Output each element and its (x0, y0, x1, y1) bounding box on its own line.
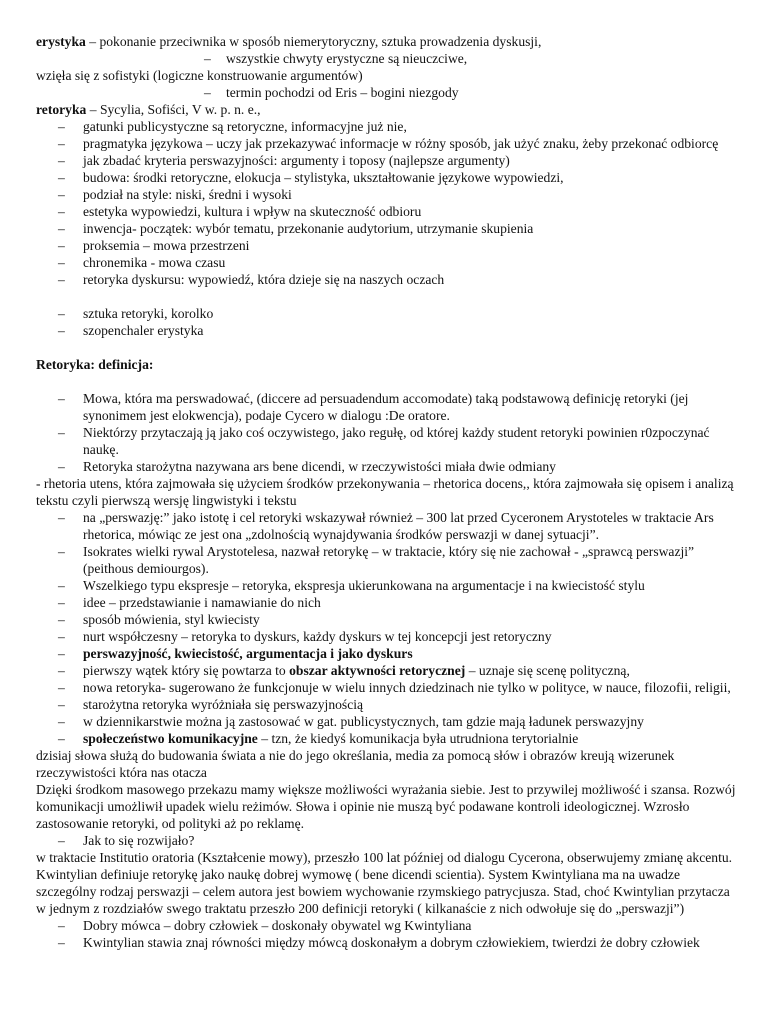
line-text: Dzięki środkom masowego przekazu mamy większe możliwości wyrażania siebie. Jest to przywilej możliwość i szansa. Rozwój komunikacji umożliwił upadek wielu reżimów. Słowa i opinie nie muszą być podawane kontroli ideologicznej. Wzrosło zastosowanie retoryki, od polityki aż po reklamę. (36, 782, 736, 831)
line-text: wszystkie chwyty erystyczne są nieuczciwe, (226, 51, 468, 66)
line-text: wzięła się z sofistyki (logiczne konstruowanie argumentów) (36, 68, 363, 83)
paragraph (36, 101, 736, 118)
line-text (83, 731, 578, 746)
line-text: termin pochodzi od Eris – bogini niezgody (226, 85, 459, 100)
bullet-dash: – (58, 425, 65, 440)
list-item (36, 509, 736, 543)
bold-text: obszar aktywności retorycznej (289, 663, 466, 678)
bullet-dash: – (58, 459, 65, 474)
text-run: – Sycylia, Sofiści, V w. p. n. e., (86, 102, 261, 117)
list-item (36, 679, 736, 696)
list-item (36, 220, 736, 237)
line-text: na „perswazję:” jako istotę i cel retoryki wskazywał również – 300 lat przed Cyceronem Arystoteles w traktacie Ars rhetorica, mówiąc ze jest ona „zdolnością wynajdywania środków perswazji w danej sytuacji”. (83, 510, 714, 542)
line-text: starożytna retoryka wyróżniała się perswazyjnością (83, 697, 364, 712)
line-text: nowa retoryka- sugerowano że funkcjonuje w wielu innych dziedzinach nie tylko w polityce, w nauce, filozofii, religii, (83, 680, 731, 695)
line-text: jak zbadać kryteria perswazyjności: argumenty i toposy (najlepsze argumenty) (83, 153, 510, 168)
list-item (36, 458, 736, 475)
list-item (36, 543, 736, 577)
paragraph (36, 849, 736, 917)
list-item (36, 322, 736, 339)
bullet-dash: – (58, 187, 65, 202)
line-text: nurt współczesny – retoryka to dyskurs, każdy dyskurs w tej koncepcji jest retoryczny (83, 629, 552, 644)
list-item (36, 424, 736, 458)
list-item (36, 645, 736, 662)
bullet-dash: – (58, 544, 65, 559)
line-text: - rhetoria utens, która zajmowała się użyciem środków przekonywania – rhetorica docens,, która zajmowała się opisem i analizą tekstu czyli pierwszą wersję lingwistyki i tekstu (36, 476, 734, 508)
bullet-dash: – (58, 918, 65, 933)
blank-line (36, 373, 736, 390)
list-item (36, 611, 736, 628)
list-item (36, 713, 736, 730)
line-text: inwencja- początek: wybór tematu, przekonanie audytorium, utrzymanie skupienia (83, 221, 534, 236)
paragraph (36, 781, 736, 832)
bullet-dash: – (58, 578, 65, 593)
line-text (36, 102, 261, 117)
line-text: proksemia – mowa przestrzeni (83, 238, 250, 253)
bullet-dash: – (58, 136, 65, 151)
list-item (36, 662, 736, 679)
line-text: dzisiaj słowa służą do budowania świata a nie do jego określania, media za pomocą słów i obrazów kreują wizerunek rzeczywistości która nas otacza (36, 748, 675, 780)
bullet-dash: – (58, 731, 65, 746)
line-text: pragmatyka językowa – uczy jak przekazywać informacje w różny sposób, jak użyć znaku, żeby przekonać odbiorcę (83, 136, 719, 151)
bold-text: Retoryka: definicja: (36, 357, 154, 372)
line-text: podział na style: niski, średni i wysoki (83, 187, 292, 202)
bold-text: perswazyjność, kwiecistość, argumentacja i jako dyskurs (83, 646, 413, 661)
list-item (36, 730, 736, 747)
list-item (36, 50, 736, 67)
line-text: Jak to się rozwijało? (83, 833, 195, 848)
bullet-dash: – (58, 119, 65, 134)
bullet-dash: – (58, 204, 65, 219)
bullet-dash: – (58, 221, 65, 236)
line-text: estetyka wypowiedzi, kultura i wpływ na skuteczność odbioru (83, 204, 422, 219)
bullet-dash: – (58, 170, 65, 185)
line-text: idee – przedstawianie i namawianie do nich (83, 595, 321, 610)
list-item (36, 390, 736, 424)
list-item (36, 169, 736, 186)
paragraph (36, 747, 736, 781)
bullet-dash: – (58, 935, 65, 950)
blank-line (36, 339, 736, 356)
bullet-dash: – (58, 391, 65, 406)
bullet-dash: – (58, 238, 65, 253)
line-text: Dobry mówca – dobry człowiek – doskonały obywatel wg Kwintyliana (83, 918, 472, 933)
bullet-dash: – (58, 153, 65, 168)
paragraph (36, 67, 736, 84)
list-item (36, 917, 736, 934)
line-text: w dziennikarstwie można ją zastosować w gat. publicystycznych, tam gdzie mają ładunek perswazyjny (83, 714, 644, 729)
bullet-dash: – (58, 323, 65, 338)
list-item (36, 118, 736, 135)
bold-text: retoryka (36, 102, 87, 117)
list-item (36, 594, 736, 611)
list-item (36, 237, 736, 254)
list-item (36, 934, 736, 951)
bullet-dash: – (58, 714, 65, 729)
bullet-dash: – (58, 680, 65, 695)
text-run: – pokonanie przeciwnika w sposób niemerytoryczny, sztuka prowadzenia dyskusji, (85, 34, 542, 49)
bullet-dash: – (204, 85, 211, 100)
blank-line (36, 288, 736, 305)
bullet-dash: – (58, 697, 65, 712)
bullet-dash: – (58, 272, 65, 287)
line-text: Kwintylian stawia znaj równości między mówcą doskonałym a dobrym człowiekiem, twierdzi że dobry człowiek (83, 935, 700, 950)
line-text: szopenchaler erystyka (83, 323, 204, 338)
line-text: sztuka retoryki, korolko (83, 306, 214, 321)
line-text: Retoryka starożytna nazywana ars bene dicendi, w rzeczywistości miała dwie odmiany (83, 459, 556, 474)
list-item (36, 271, 736, 288)
list-item (36, 84, 736, 101)
bullet-dash: – (204, 51, 211, 66)
list-item (36, 186, 736, 203)
line-text: w traktacie Institutio oratoria (Kształcenie mowy), przeszło 100 lat później od dialogu Cycerona, obserwujemy zmianę akcentu. Kwintylian definiuje retorykę jako naukę dobrej wymowę ( bene dicendi scientia). System Kwintyliana ma na uwadze szczególny rodzaj perswazji – celem autora jest bowiem wychowanie rzymskiego patrycjusza. Stad, choć Kwintylian przytacza w jednym z rozdziałów swego traktatu przeszło 200 definicji retoryki ( kilkanaście z nich odwołuje się do „perswazji”) (36, 850, 733, 916)
bold-text: społeczeństwo komunikacyjne (83, 731, 258, 746)
text-run: – uznaje się scenę polityczną, (465, 663, 630, 678)
list-item (36, 152, 736, 169)
list-item (36, 305, 736, 322)
bullet-dash: – (58, 595, 65, 610)
paragraph (36, 356, 736, 373)
line-text (36, 357, 153, 372)
bullet-dash: – (58, 646, 65, 661)
list-item (36, 254, 736, 271)
bullet-dash: – (58, 629, 65, 644)
bullet-dash: – (58, 612, 65, 627)
list-item (36, 577, 736, 594)
line-text (83, 646, 413, 661)
bullet-dash: – (58, 510, 65, 525)
text-run: – tzn, że kiedyś komunikacja była utrudniona terytorialnie (257, 731, 579, 746)
line-text: chronemika - mowa czasu (83, 255, 226, 270)
line-text (36, 34, 541, 49)
line-text: sposób mówienia, styl kwiecisty (83, 612, 260, 627)
list-item (36, 203, 736, 220)
list-item (36, 628, 736, 645)
list-item (36, 135, 736, 152)
bullet-dash: – (58, 306, 65, 321)
bullet-dash: – (58, 833, 65, 848)
line-text: budowa: środki retoryczne, elokucja – stylistyka, ukształtowanie językowe wypowiedzi, (83, 170, 564, 185)
line-text: Isokrates wielki rywal Arystotelesa, nazwał retorykę – w traktacie, który się nie zachował - „sprawcą perswazji” (peithous demiourgos). (83, 544, 695, 576)
bold-text: erystyka (36, 34, 86, 49)
text-run: pierwszy wątek który się powtarza to (83, 663, 290, 678)
line-text: gatunki publicystyczne są retoryczne, informacyjne już nie, (83, 119, 407, 134)
paragraph (36, 33, 736, 50)
line-text: Mowa, która ma perswadować, (diccere ad persuadendum accomodate) taką podstawową definicję retoryki (jej synonimem jest elokwencja), podaje Cycero w dialogu :De oratore. (83, 391, 689, 423)
line-text: retoryka dyskursu: wypowiedź, która dzieje się na naszych oczach (83, 272, 445, 287)
list-item (36, 832, 736, 849)
line-text (83, 663, 630, 678)
bullet-dash: – (58, 255, 65, 270)
line-text: Niektórzy przytaczają ją jako coś oczywistego, jako regułę, od której każdy student retoryki powinien r0zpoczynać naukę. (83, 425, 710, 457)
document-page (36, 33, 736, 951)
line-text: Wszelkiego typu ekspresje – retoryka, ekspresja ukierunkowana na argumentacje i na kwiecistość stylu (83, 578, 645, 593)
paragraph (36, 475, 736, 509)
bullet-dash: – (58, 663, 65, 678)
list-item (36, 696, 736, 713)
